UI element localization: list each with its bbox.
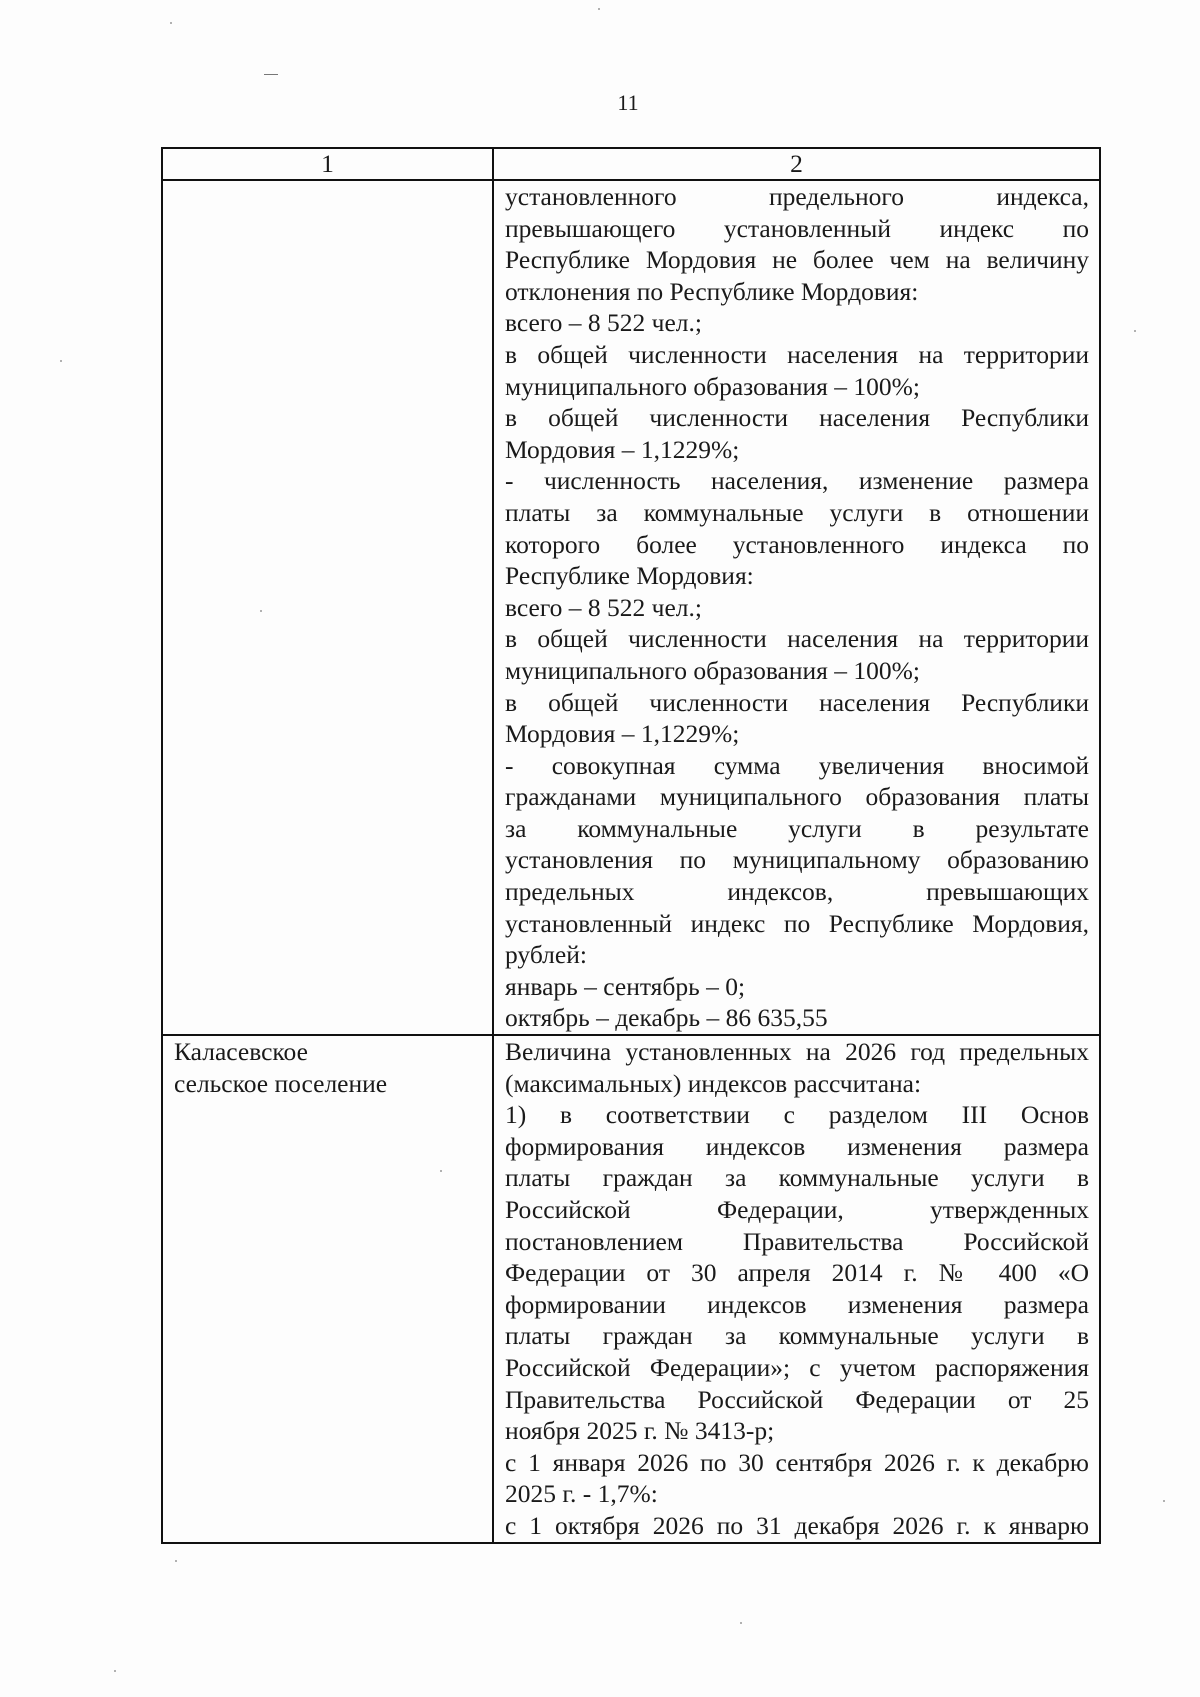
text-line: Каласевское [174, 1037, 308, 1067]
text-line: превышающего установленный индекс по [505, 213, 1089, 243]
scan-speck [440, 1170, 442, 1172]
text-line: Мордовия – 1,1229%; [505, 719, 740, 749]
text-line: с 1 октября 2026 по 31 декабря 2026 г. к январю [505, 1510, 1089, 1540]
text-line: отклонения по Республике Мордовия: [505, 276, 919, 306]
text-line: муниципального образования – 100%; [505, 655, 920, 685]
text-line: предельных индексов, превышающих [505, 877, 1089, 907]
text-line: Правительства Российской Федерации от 25 [505, 1384, 1089, 1414]
text-line: с 1 января 2026 по 30 сентября 2026 г. к декабрю [505, 1447, 1089, 1477]
text-line: в общей численности населения на территории [505, 339, 1089, 369]
text-line: платы граждан за коммунальные услуги в [505, 1321, 1089, 1351]
row-2-municipality-cell [162, 1035, 493, 1543]
text-line: всего – 8 522 чел.; [505, 308, 702, 338]
text-line: в общей численности населения на территории [505, 624, 1089, 654]
text-line: - численность населения, изменение размера [505, 466, 1089, 496]
text-line: установления по муниципальному образованию [505, 845, 1089, 875]
table-header-row [162, 148, 1100, 180]
text-line: Величина установленных на 2026 год предельных [505, 1037, 1089, 1067]
scan-speck [1134, 330, 1136, 332]
scan-speck [260, 610, 262, 612]
text-line: Российской Федерации»; с учетом распоряжения [505, 1352, 1089, 1382]
scan-speck [1163, 1500, 1165, 1502]
text-line: за коммунальные услуги в результате [505, 813, 1089, 843]
text-line: установленного предельного индекса, [505, 182, 1089, 211]
row-1-description-cell [493, 180, 1100, 1035]
scan-speck [170, 22, 172, 24]
page-number: 11 [617, 90, 639, 115]
column-header-1: 1 [162, 148, 493, 180]
text-line: ноября 2025 г. № 3413-р; [505, 1416, 775, 1446]
scan-speck [114, 1670, 116, 1672]
text-line: Республике Мордовия не более чем на величину [505, 245, 1089, 275]
text-line: которого более установленного индекса по [505, 529, 1089, 559]
text-line: платы граждан за коммунальные услуги в [505, 1163, 1089, 1193]
text-line: платы за коммунальные услуги в отношении [505, 497, 1089, 527]
text-line: гражданами муниципального образования платы [505, 782, 1089, 812]
text-line: в общей численности населения Республики [505, 687, 1089, 717]
text-line: январь – сентябрь – 0; [505, 971, 746, 1001]
scan-speck [175, 1560, 177, 1562]
row-2-description-cell [493, 1035, 1100, 1543]
text-line: октябрь – декабрь – 86 635,55 [505, 1003, 828, 1033]
text-line: рублей: [505, 940, 587, 970]
text-line: постановлением Правительства Российской [505, 1226, 1089, 1256]
column-header-2: 2 [493, 148, 1100, 180]
text-line: установленный индекс по Республике Мордовия, [505, 908, 1089, 938]
text-line: - совокупная сумма увеличения вносимой [505, 750, 1089, 780]
text-line: Мордовия – 1,1229%; [505, 434, 740, 464]
text-line: муниципального образования – 100%; [505, 371, 920, 401]
text-line: 2025 г. - 1,7%: [505, 1479, 658, 1509]
text-line: формирования индексов изменения размера [505, 1131, 1089, 1161]
text-line: формировании индексов изменения размера [505, 1289, 1089, 1319]
table-row [162, 1035, 1100, 1543]
text-line: в общей численности населения Республики [505, 403, 1089, 433]
text-line: Республике Мордовия: [505, 561, 754, 591]
text-line: сельское поселение [174, 1068, 388, 1098]
text-line: всего – 8 522 чел.; [505, 592, 702, 622]
table-row [162, 180, 1100, 1035]
scan-speck [740, 1622, 742, 1624]
text-line: 1) в соответствии с разделом III Основ [505, 1100, 1089, 1130]
scan-mark [264, 74, 278, 75]
text-line: (максимальных) индексов рассчитана: [505, 1068, 922, 1098]
scan-speck [598, 8, 600, 10]
document-table [161, 147, 1101, 1544]
row-1-municipality-cell [162, 180, 493, 1035]
text-line: Федерации от 30 апреля 2014 г. № 400 «О [505, 1258, 1089, 1288]
text-line: Российской Федерации, утвержденных [505, 1195, 1089, 1224]
scan-speck [60, 360, 62, 362]
